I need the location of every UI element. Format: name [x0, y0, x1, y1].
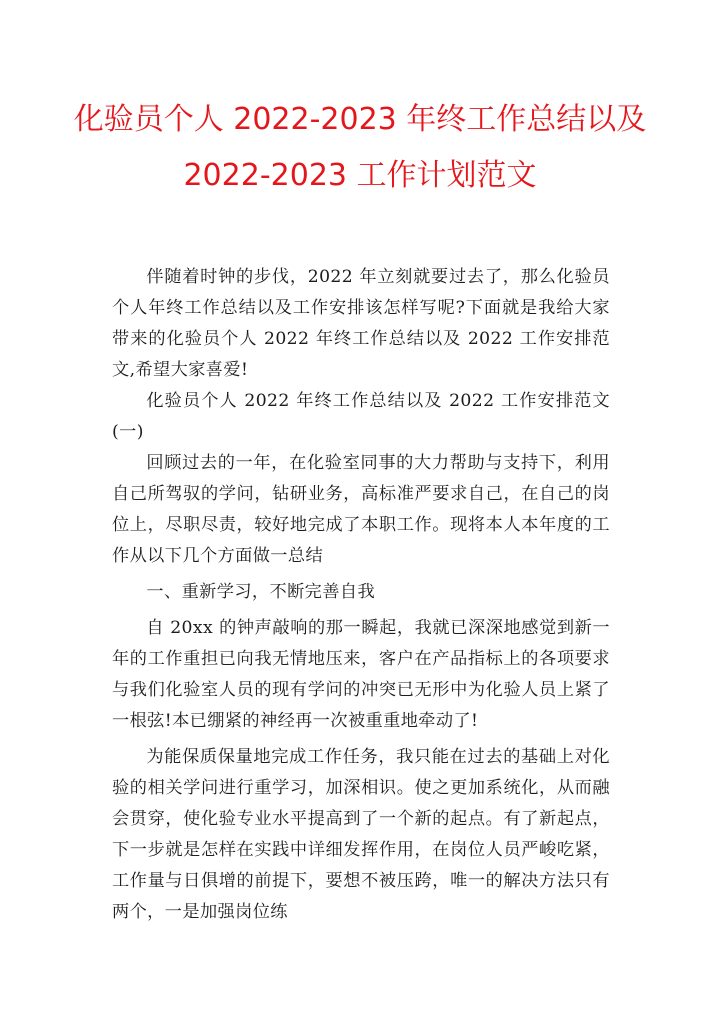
document-title-line-2: 2022-2023 工作计划范文: [183, 158, 537, 193]
paragraph-intro: 伴随着时钟的步伐，2022 年立刻就要过去了，那么化验员个人年终工作总结以及工作安排该怎样写呢?下面就是我给大家带来的化验员个人 2022 年终工作总结以及 2022 工作安排范文,希望大家喜爱!: [112, 267, 610, 380]
paragraph-review: 回顾过去的一年，在化验室同事的大力帮助与支持下，利用自己所驾驭的学问，钻研业务，高标准严要求自己，在自己的岗位上，尽职尽责，较好地完成了本职工作。现将本人本年度的工作从以下几个方面做一总结: [112, 453, 610, 566]
paragraph-new-year: 自 20xx 的钟声敲响的那一瞬起，我就已深深地感觉到新一年的工作重担已向我无情地压来，客户在产品指标上的各项要求与我们化验室人员的现有学问的冲突已无形中为化验人员上紧了一根弦!本已绷紧的神经再一次被重重地牵动了!: [112, 618, 610, 731]
paragraph-subheading: 一、重新学习，不断完善自我: [146, 582, 376, 602]
paragraph-study: 为能保质保量地完成工作任务，我只能在过去的基础上对化验的相关学问进行重学习，加深相识。使之更加系统化，从而融会贯穿，使化验专业水平提高到了一个新的起点。有了新起点，下一步就是怎样在实践中详细发挥作用，在岗位人员严峻吃紧，工作量与日俱增的前提下，要想不被压跨，唯一的解决方法只有两个，一是加强岗位练: [112, 747, 610, 922]
document-body: [112, 262, 610, 928]
document-title-line-1: 化验员个人 2022-2023 年终工作总结以及: [73, 102, 647, 137]
paragraph-section-heading: 化验员个人 2022 年终工作总结以及 2022 工作安排范文(一): [112, 391, 610, 442]
